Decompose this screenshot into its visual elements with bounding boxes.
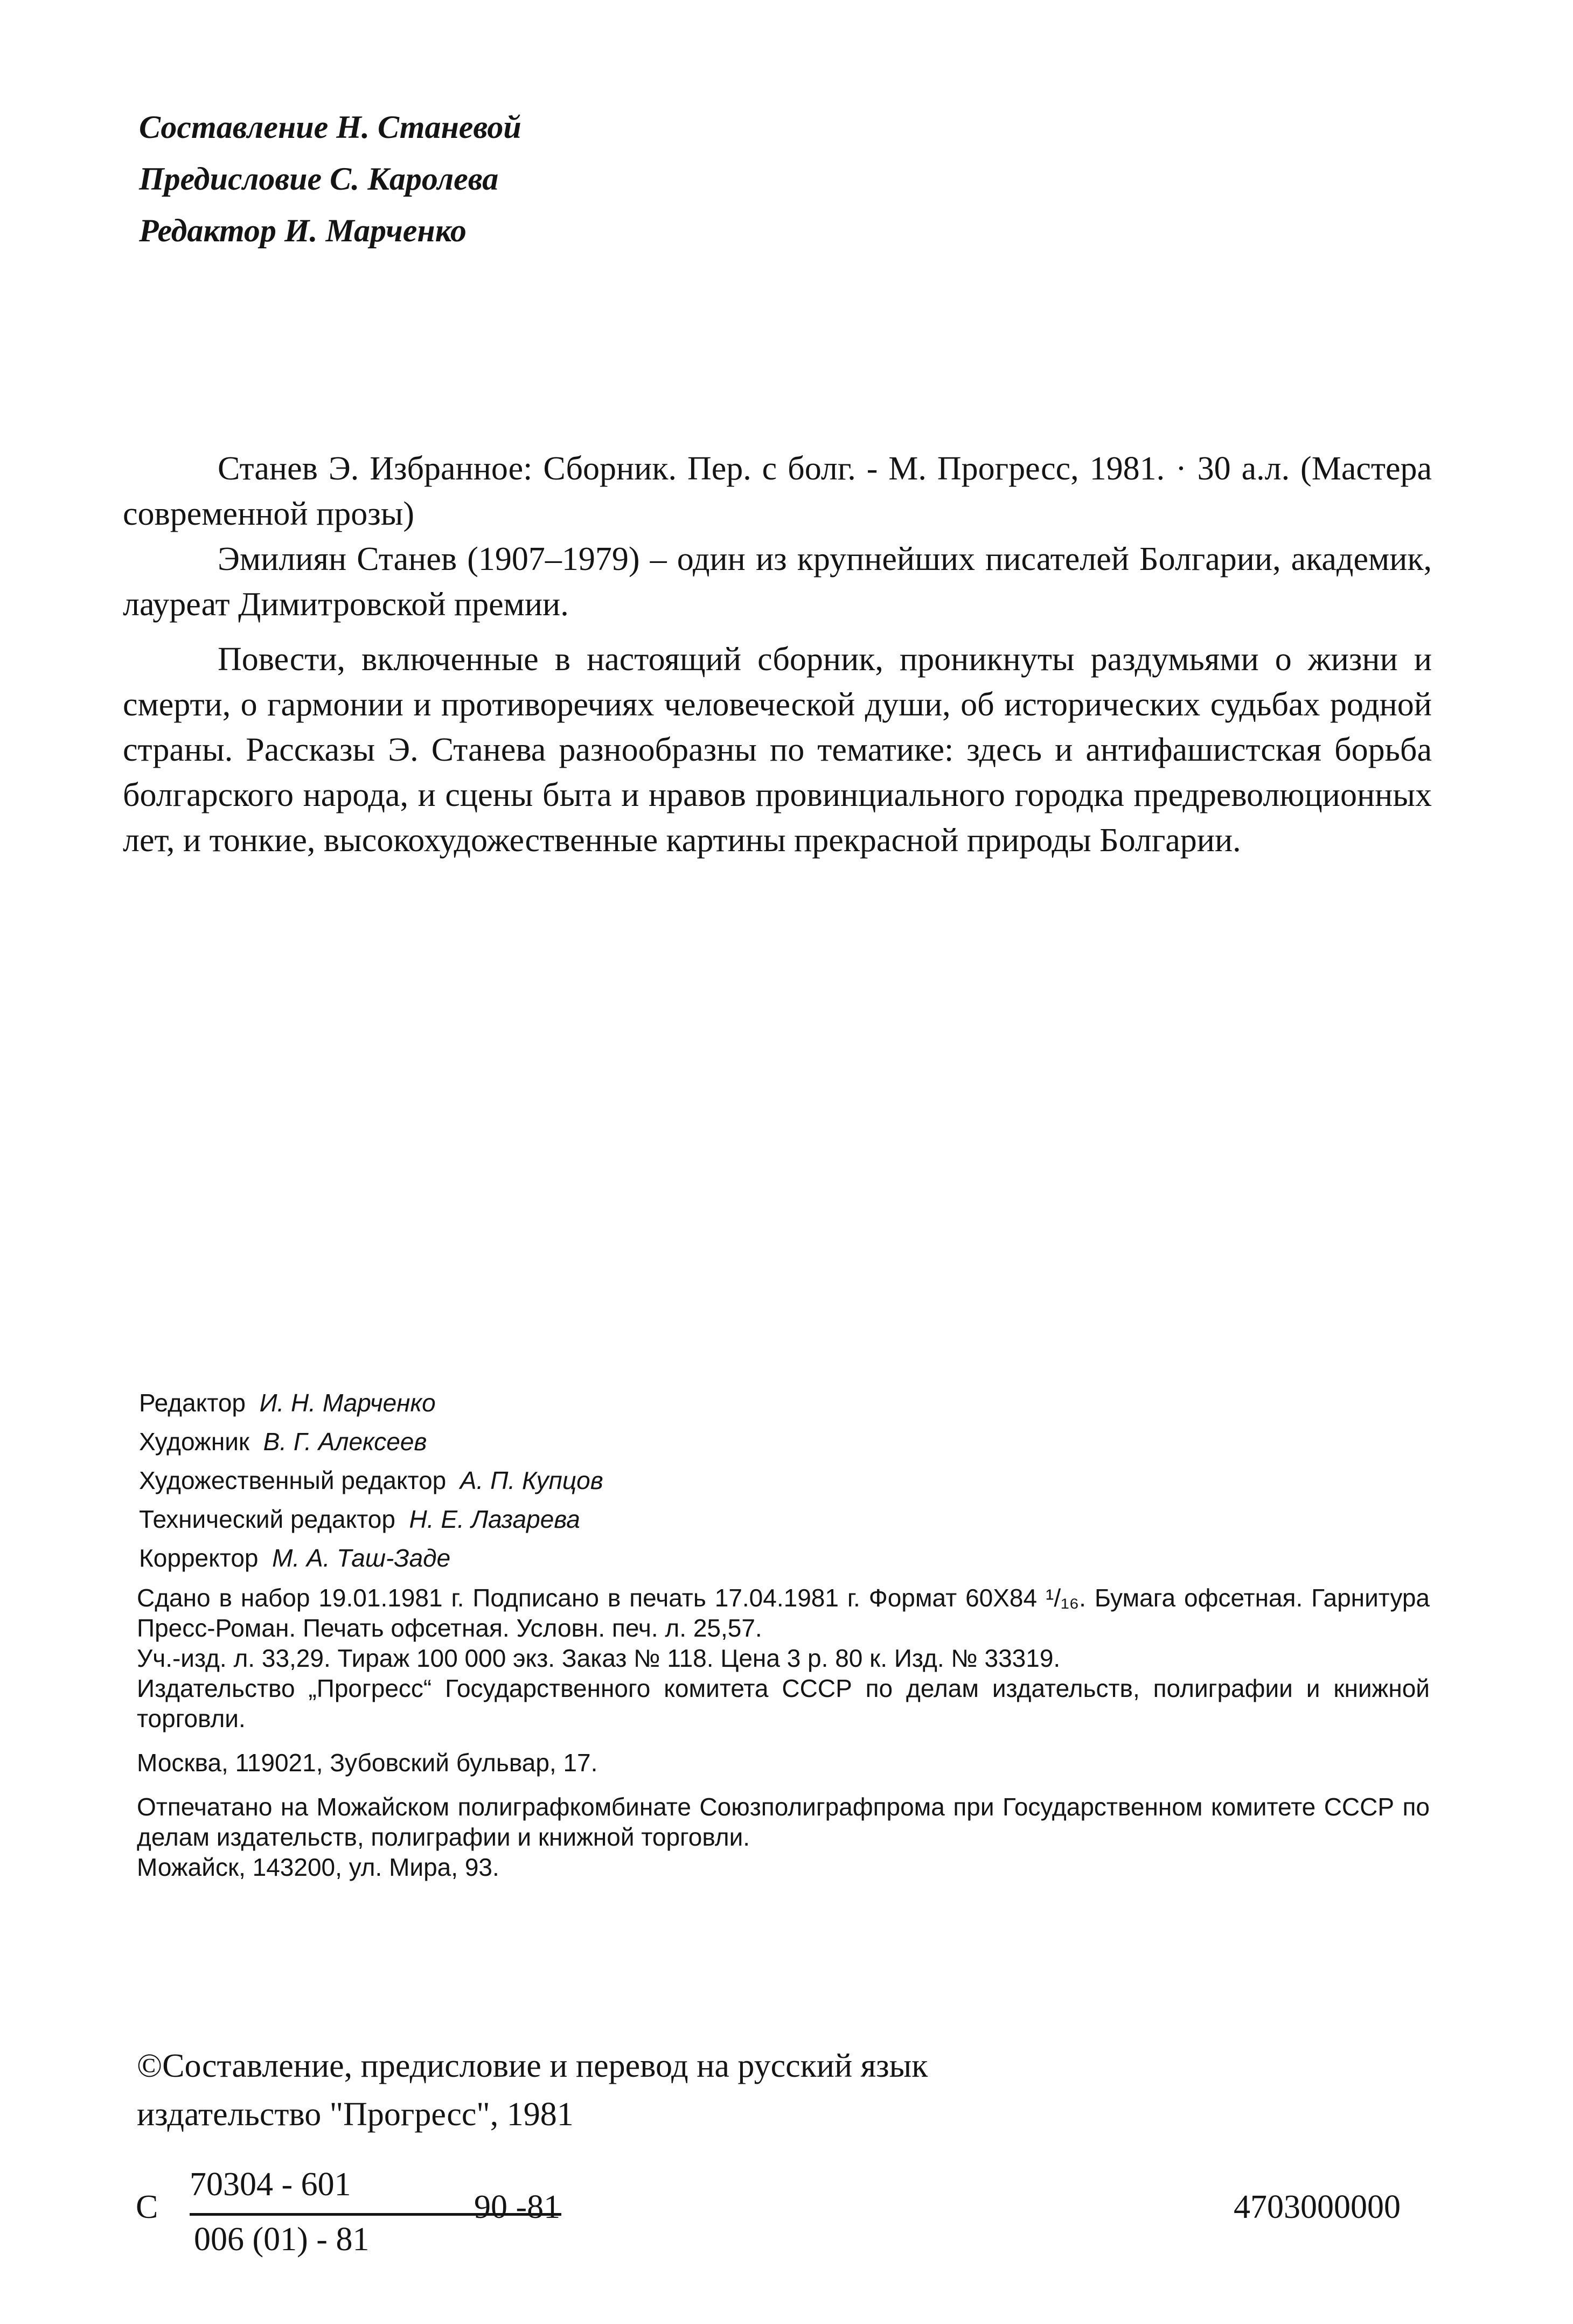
code-middle: 90 -81 (474, 2189, 561, 2225)
publisher-address: Москва, 119021, Зубовский бульвар, 17. (137, 1749, 598, 1777)
staff-role: Художественный редактор (139, 1466, 447, 1494)
printer-address: Можайск, 143200, ул. Мира, 93. (137, 1853, 499, 1881)
code-denominator: 006 (01) - 81 (194, 2221, 370, 2258)
code-letter: С (136, 2189, 158, 2225)
code-right: 4703000000 (1234, 2189, 1401, 2225)
staff-name: М. А. Таш-Заде (272, 1544, 451, 1572)
credits-block (139, 101, 521, 256)
annotation-block (123, 446, 1432, 863)
author-note: Эмилиян Станев (1907–1979) – один из крупнейших писателей Болгарии, академик, лауреат Димитровской премии. (123, 541, 1432, 623)
editor-credit: Редактор И. Марченко (139, 213, 467, 248)
staff-role: Корректор (139, 1544, 259, 1572)
staff-row-art-editor (139, 1461, 603, 1500)
imprint-block (137, 1583, 1430, 1882)
staff-name: В. Г. Алексеев (263, 1428, 427, 1456)
copyright-notice (137, 2042, 928, 2139)
copyright-line-2: издательство "Прогресс", 1981 (137, 2096, 574, 2133)
preface-credit: Предисловие С. Каролева (139, 161, 499, 197)
code-numerator: 70304 - 601 (190, 2166, 351, 2203)
print-details: Сдано в набор 19.01.1981 г. Подписано в печать 17.04.1981 г. Формат 60X84 ¹/₁₆. Бумага офсетная. Гарнитура Пресс-Роман. Печать офсетная. Условн. печ. л. 25,57. (137, 1584, 1430, 1642)
staff-role: Редактор (139, 1389, 246, 1417)
edition-details: Уч.-изд. л. 33,29. Тираж 100 000 экз. Заказ № 118. Цена 3 р. 80 к. Изд. № 33319. (137, 1644, 1061, 1672)
staff-row-proofreader (139, 1539, 603, 1577)
staff-row-tech-editor (139, 1500, 603, 1539)
staff-role: Технический редактор (139, 1505, 395, 1533)
summary-paragraph: Повести, включенные в настоящий сборник, проникнуты раздумьями о жизни и смерти, о гармонии и противоречиях человеческой души, об исторических судьбах родной страны. Рассказы Э. Станева разнообразны по тематике: здесь и антифашистская борьба болгарского народа, и сцены быта и нравов провинциального городка предреволюционных лет, и тонкие, высокохудожественные картины прекрасной природы Болгарии. (123, 641, 1432, 859)
publisher-info: Издательство „Прогресс“ Государственного комитета СССР по делам издательств, полиграфии и книжной торговли. (137, 1674, 1430, 1732)
staff-name: Н. Е. Лазарева (409, 1505, 580, 1533)
copyright-line-1: ©Составление, предисловие и перевод на русский язык (137, 2048, 928, 2084)
staff-role: Художник (139, 1428, 250, 1456)
printer-info: Отпечатано на Можайском полиграфкомбинате Союзполиграфпрома при Государственном комитете СССР по делам издательств, полиграфии и книжной торговли. (137, 1793, 1430, 1851)
compiler-credit: Составление Н. Станевой (139, 109, 521, 145)
bibliographic-entry: Станев Э. Избранное: Сборник. Пер. с болг. - М. Прогресс, 1981. · 30 а.л. (Мастера современной прозы) (123, 450, 1432, 532)
staff-row-artist (139, 1422, 603, 1461)
staff-row-editor (139, 1383, 603, 1422)
staff-name: И. Н. Марченко (259, 1389, 436, 1417)
staff-list (139, 1383, 603, 1577)
staff-name: А. П. Купцов (460, 1466, 603, 1494)
